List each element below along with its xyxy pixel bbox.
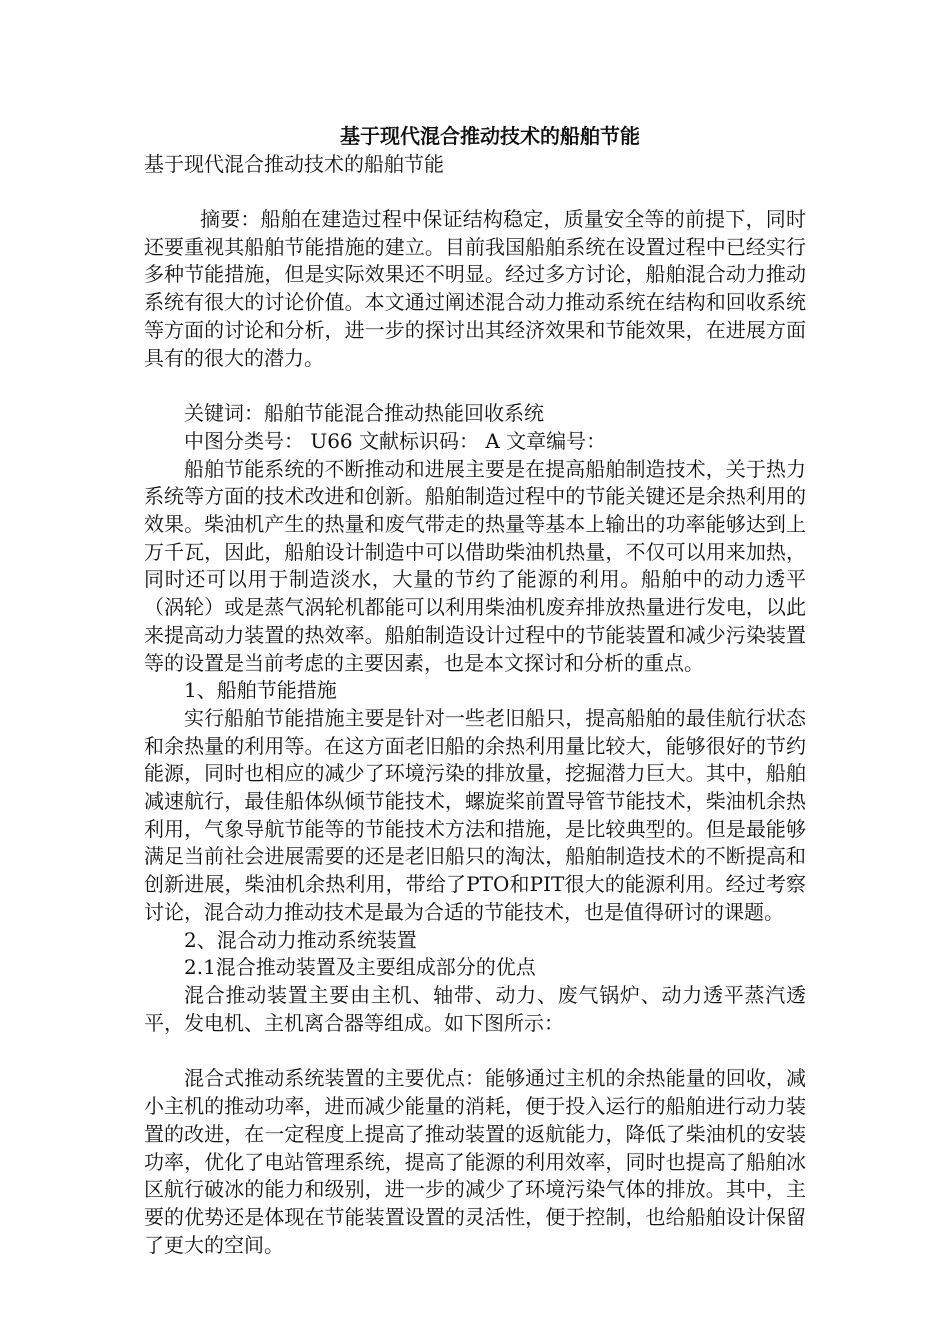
- section-1-heading: 1、船舶节能措施: [184, 678, 337, 703]
- section-1-paragraph: 实行船舶节能措施主要是针对一些老旧船只，提高船舶的最佳航行状态和余热量的利用等。在这方面老旧船的余热利用量比较大，能够很好的节约能源，同时也相应的减少了环境污染的排放量，挖掘潜力巨大。其中，船舶减速航行，最佳船体纵倾节能技术，螺旋桨前置导管节能技术，柴油机余热利用，气象导航节能等的节能技术方法和措施，是比较典型的。但是最能够满足当前社会进展需要的还是老旧船只的淘汰，船舶制造技术的不断提高和创新进展，柴油机余热利用，带给了PTO和PIT很大的能源利用。经过考察讨论，混合动力推动技术是最为合适的节能技术，也是值得研讨的课题。: [144, 705, 806, 924]
- section-2-1-heading: 2.1混合推动装置及主要组成部分的优点: [184, 955, 536, 980]
- abstract-paragraph: 摘要：船舶在建造过程中保证结构稳定，质量安全等的前提下，同时还要重视其船舶节能措施的建立。目前我国船舶系统在设置过程中已经实行多种节能措施，但是实际效果还不明显。经过多方讨论，船舶混合动力推动系统有很大的讨论价值。本文通过阐述混合动力推动系统在结构和回收系统等方面的讨论和分析，进一步的探讨出其经济效果和节能效果，在进展方面具有的很大的潜力。: [144, 207, 806, 370]
- section-2-1-paragraph: 混合推动装置主要由主机、轴带、动力、废气锅炉、动力透平蒸汽透平，发电机、主机离合器等组成。如下图所示：: [144, 982, 806, 1035]
- blank-line: [144, 178, 806, 206]
- section-2-heading: 2、混合动力推动系统装置: [184, 927, 417, 952]
- blank-line: [144, 1037, 806, 1065]
- blank-line: [144, 372, 806, 400]
- document-title: 基于现代混合推动技术的船舶节能: [340, 124, 640, 148]
- advantages-paragraph: 混合式推动系统装置的主要优点：能够通过主机的余热能量的回收，减小主机的推动功率，进而减少能量的消耗，便于投入运行的船舶进行动力装置的改进，在一定程度上提高了推动装置的返航能力，降低了柴油机的安装功率，优化了电站管理系统，提高了能源的利用效率，同时也提高了船舶冰区航行破冰的能力和级别，进一步的减少了环境污染气体的排放。其中，主要的优势还是体现在节能装置设置的灵活性，便于控制，也给船舶设计保留了更大的空间。: [144, 1066, 806, 1257]
- intro-paragraph: 船舶节能系统的不断推动和进展主要是在提高船舶制造技术，关于热力系统等方面的技术改进和创新。船舶制造过程中的节能关键还是余热利用的效果。柴油机产生的热量和废气带走的热量等基本上输出的功率能够达到上万千瓦，因此，船舶设计制造中可以借助柴油机热量，不仅可以用来加热，同时还可以用于制造淡水，大量的节约了能源的利用。船舶中的动力透平（涡轮）或是蒸气涡轮机都能可以利用柴油机废弃排放热量进行发电，以此来提高动力装置的热效率。船舶制造设计过程中的节能装置和减少污染装置等的设置是当前考虑的主要因素，也是本文探讨和分析的重点。: [144, 456, 806, 675]
- classification-line: 中图分类号： U66 文献标识码： A 文章编号：: [184, 428, 607, 453]
- keywords-line: 关键词：船舶节能混合推动热能回收系统: [184, 401, 544, 426]
- document-subtitle: 基于现代混合推动技术的船舶节能: [144, 152, 444, 176]
- document-page: [144, 122, 806, 1259]
